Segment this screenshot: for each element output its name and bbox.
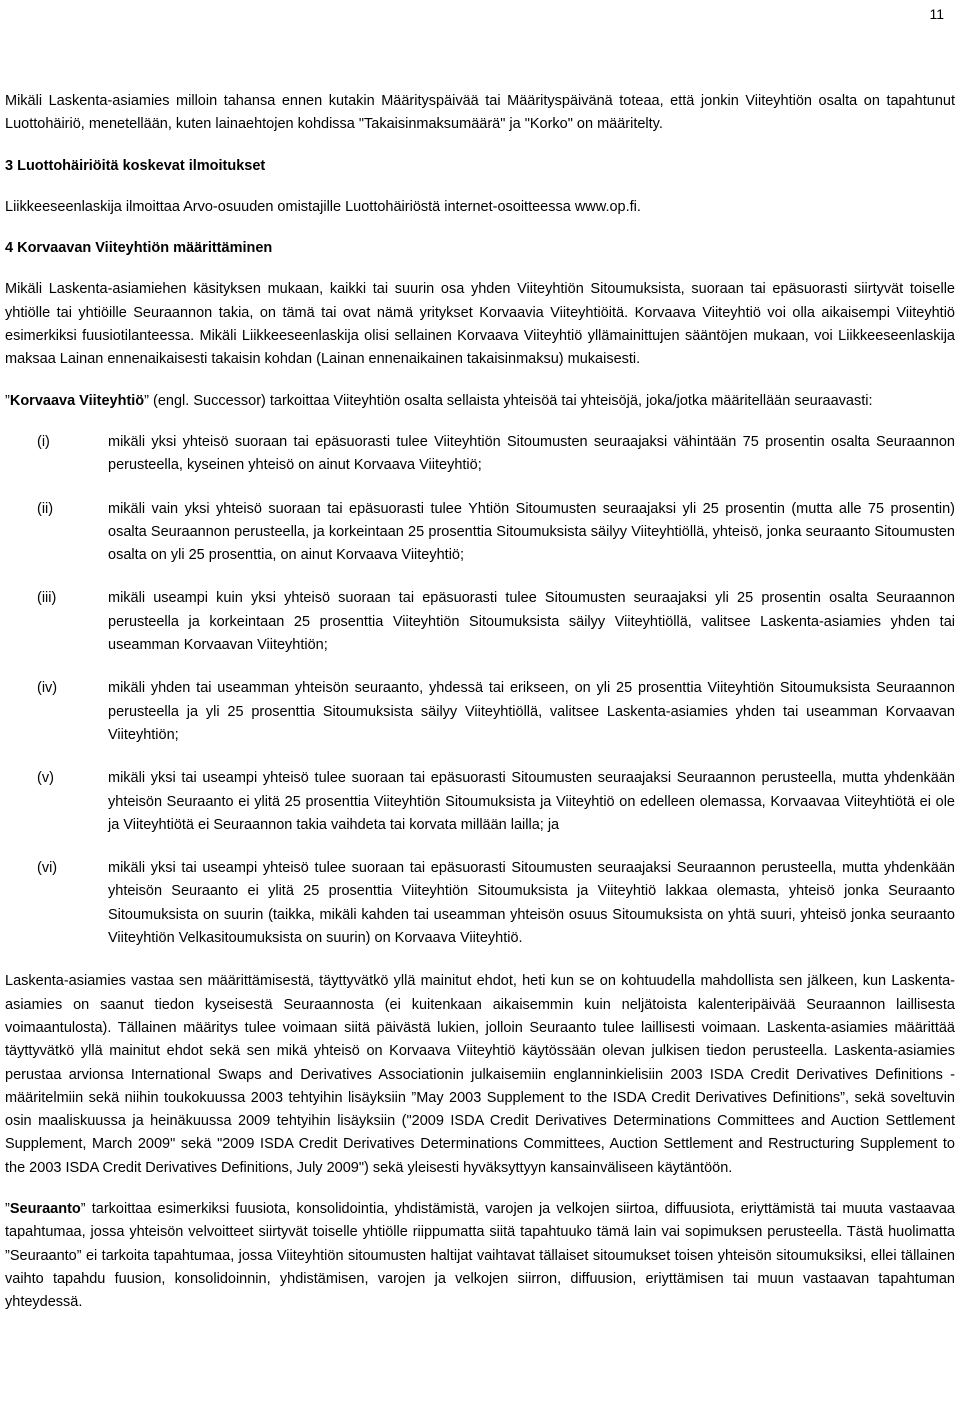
definition-term: Korvaava Viiteyhtiö xyxy=(9,392,145,409)
list-item xyxy=(5,587,955,657)
list-item xyxy=(5,431,955,478)
list-text: mikäli useampi kuin yksi yhteisö suoraan tai epäsuorasti tulee Sitoumusten seuraajaksi yli 25 prosentin osalta Seuraannon perusteella ja korkeintaan 25 prosenttia Viiteyhtiön Sitoumuksista säilyy Viiteyhtiöllä, valitsee Laskenta-asiamies yhden tai useamman Korvaavan Viiteyhtiön; xyxy=(108,590,955,654)
list-marker: (v) xyxy=(37,770,54,787)
section-4-heading: 4 Korvaavan Viiteyhtiön määrittäminen xyxy=(5,240,273,257)
list-text: mikäli yhden tai useamman yhteisön seuraanto, yhdessä tai erikseen, on yli 25 prosenttia Viiteyhtiön Sitoumuksista Seuraannon perusteella ja yli 25 prosenttia Sitoumuksista säilyy Viiteyhtiöllä, valitsee Laskenta-asiamies yhden tai useamman Korvaavan Viiteyhtiön; xyxy=(108,680,955,743)
list-item xyxy=(5,498,955,568)
list-text: mikäli yksi yhteisö suoraan tai epäsuorasti tulee Viiteyhtiön Sitoumusten seuraajaksi vähintään 75 prosentin osalta Seuraannon perusteella, kyseinen yhteisö on ainut Korvaava Viiteyhtiö; xyxy=(108,433,955,474)
list-text: mikäli vain yksi yhteisö suoraan tai epäsuorasti tulee Yhtiön Sitoumusten seuraajaksi yli 25 prosentin (mutta alle 75 prosentin) osalta Seuraannon perusteella, ja korkeintaan 25 prosenttia Sitoumuksista säilyy Viiteyhtiöllä, yhteisö, jonka seuraanto Sitoumusten osalta on yli 25 prosenttia, on ainut Korvaava Viiteyhtiö; xyxy=(108,500,955,564)
section-4-paragraph: Mikäli Laskenta-asiamiehen käsityksen mukaan, kaikki tai suurin osa yhden Viiteyhtiön Sitoumuksista, suoraan tai epäsuorasti siirtyvät toiselle yhtiölle tai yhtiöille Seuraannon takia, on tämä tai ovat nämä yritykset Korvaavia Viiteyhtiöitä. Korvaava Viiteyhtiö voi olla aikaisempi Viiteyhtiö esimerkiksi fuusiotilanteessa. Mikäli Liikkeeseenlaskija olisi sellainen Korvaava Viiteyhtiö yllämainittujen sääntöjen mukaan, voi Liikkeeseenlaskija maksaa Lainan ennenaikaisesti takaisin kohdan (Lainan ennenaikainen takaisinmaksu) mukaisesti. xyxy=(5,281,955,368)
list-text: mikäli yksi tai useampi yhteisö tulee suoraan tai epäsuorasti Sitoumusten seuraajaksi Seuraannon perusteella, mutta yhdenkään yhteisön Seuraanto ei ylitä 25 prosenttia Viiteyhtiön Sitoumuksista ja Viiteyhtiö on edelleen olemassa, Korvaavaa Viiteyhtiötä ei ole ja Viiteyhtiötä ei Seuraannon takia vaihdeta tai korvata millään lailla; ja xyxy=(108,770,955,833)
seuraanto-open-quote: ” xyxy=(5,1200,10,1217)
list-marker: (i) xyxy=(37,433,50,450)
definition-list xyxy=(5,431,955,950)
seuraanto-rest: ” tarkoittaa esimerkiksi fuusiota, konsolidointia, yhdistämistä, varojen ja velkojen siirtoa, diffuusiota, eriyttämistä tai muuta vastaavaa tapahtumaa, jossa yhteisön velvoitteet siirtyvät toiselle yhtiölle riippumatta siitä tapahtuuko tämä lain vai sopimuksen perusteella. Tästä huolimatta ”Seuraanto” ei tarkoita tapahtumaa, jossa Viiteyhtiön sitoumusten haltijat vaihtavat tällaiset sitoumukset toisen yhteisön sitoumuksiksi, ellei tällainen vaihto tapahdu fuusion, konsolidoinnin, yhdistämisen, varojen ja velkojen siirron, diffuusion, eriyttämisen tai muun vastaavan tapahtuman yhteydessä. xyxy=(5,1200,955,1311)
list-item xyxy=(5,677,955,747)
determination-paragraph: Laskenta-asiamies vastaa sen määrittämisestä, täyttyvätkö yllä mainitut ehdot, heti kun se on kohtuudella mahdollista sen jälkeen, kun Laskenta-asiamies on saanut tiedon kyseisestä Seuraannosta (ei kuitenkaan aikaisemmin kuin neljätoista kalenteripäivää Seuraannon laillisesta voimaantulosta). Tällainen määritys tulee voimaan siitä päivästä lukien, jolloin Seuraanto tulee laillisesti voimaan. Laskenta-asiamies määrittää täyttyvätkö yllä mainitut ehdot sekä sen mikä yhteisö on Korvaava Viiteyhtiö käytössään olevan julkisen tiedon perusteella. Laskenta-asiamies perustaa arvionsa International Swaps and Derivatives Associationin julkaisemiin englanninkielisiin 2003 ISDA Credit Derivatives Definitions -määritelmiin sekä niihin toukokuussa 2003 tehtyihin lisäyksiin ”May 2003 Supplement to the ISDA Credit Derivatives Definitions”, sekä soveltuvin osin maaliskuussa ja heinäkuussa 2009 tehtyihin lisäyksiin ("2009 ISDA Credit Derivatives Determinations Committees and Auction Settlement Supplement, March 2009" sekä "2009 ISDA Credit Derivatives Determinations Committees, Auction Settlement and Restructuring Supplement to the 2003 ISDA Credit Derivatives Definitions, July 2009") sekä yleisesti hyväksyttyyn kansainväliseen käytäntöön. xyxy=(5,973,955,1176)
list-item xyxy=(5,857,955,950)
document-body xyxy=(5,90,955,1332)
list-item xyxy=(5,767,955,837)
section-3-body: Liikkeeseenlaskija ilmoittaa Arvo-osuuden omistajille Luottohäiriöstä internet-osoitteessa www.op.fi. xyxy=(5,198,641,215)
list-marker: (iii) xyxy=(37,590,57,607)
list-marker: (ii) xyxy=(37,500,54,517)
seuraanto-definition-paragraph xyxy=(5,1198,955,1314)
intro-paragraph: Mikäli Laskenta-asiamies milloin tahansa ennen kutakin Määrityspäivää tai Määrityspäivänä toteaa, että jonkin Viiteyhtiön osalta on tapahtunut Luottohäiriö, menetellään, kuten lainaehtojen kohdissa "Takaisinmaksumäärä" ja "Korko" on määritelty. xyxy=(5,93,955,133)
definition-open-quote: ” xyxy=(5,392,10,409)
definition-paragraph xyxy=(5,390,955,413)
section-3-heading: 3 Luottohäiriöitä koskevat ilmoitukset xyxy=(5,157,266,174)
list-marker: (iv) xyxy=(37,680,58,697)
definition-rest: ” (engl. Successor) tarkoittaa Viiteyhtiön osalta sellaista yhteisöä tai yhteisöjä, joka/jotka määritellään seuraavasti: xyxy=(144,392,873,409)
list-marker: (vi) xyxy=(37,860,58,877)
page-number: 11 xyxy=(929,6,944,22)
list-text: mikäli yksi tai useampi yhteisö tulee suoraan tai epäsuorasti Sitoumusten seuraajaksi Seuraannon perusteella, mutta yhdenkään yhteisön Seuraanto ei ylitä 25 prosenttia Viiteyhtiön Sitoumuksista ja Viiteyhtiö lakkaa olemasta, yhteisö jonka Seuraanto Sitoumuksista on suurin (taikka, mikäli kahden tai useamman yhteisön osuus Sitoumuksista on yhtä suuri, yhteisö jonka seuraanto Viiteyhtiön Velkasitoumuksista on suurin) on Korvaava Viiteyhtiö. xyxy=(108,860,955,947)
seuraanto-term: Seuraanto xyxy=(9,1200,81,1217)
